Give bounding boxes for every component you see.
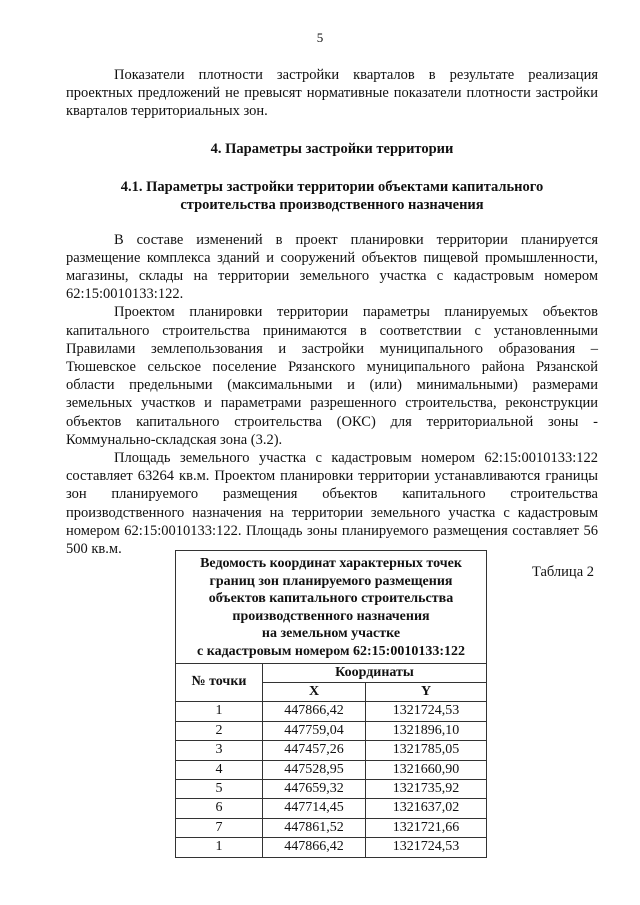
y-coordinate-cell: 1321724,53 bbox=[366, 702, 487, 721]
table-title-line: на земельном участке bbox=[261, 626, 401, 642]
table-row bbox=[176, 818, 487, 837]
table-row bbox=[176, 780, 487, 799]
coordinates-table-frame bbox=[175, 550, 487, 858]
y-coordinate-cell: 1321735,92 bbox=[366, 780, 487, 799]
point-number-cell: 7 bbox=[176, 818, 263, 837]
table-body bbox=[176, 702, 487, 857]
y-coordinate-cell: 1321660,90 bbox=[366, 760, 487, 779]
section-heading: 4. Параметры застройки территории bbox=[210, 140, 454, 157]
point-number-cell: 1 bbox=[176, 838, 263, 857]
header-y: Y bbox=[366, 682, 487, 701]
point-number-cell: 3 bbox=[176, 741, 263, 760]
table-row bbox=[176, 721, 487, 740]
table-caption: Таблица 2 bbox=[531, 564, 594, 581]
table-row bbox=[176, 760, 487, 779]
table-header-row bbox=[176, 663, 487, 682]
table-row bbox=[176, 799, 487, 818]
table-title-line: Ведомость координат характерных точек bbox=[200, 556, 462, 571]
coordinates-table bbox=[175, 550, 487, 858]
table-row bbox=[176, 838, 487, 857]
point-number-cell: 1 bbox=[176, 702, 263, 721]
point-number-cell: 6 bbox=[176, 799, 263, 818]
point-number-cell: 2 bbox=[176, 721, 263, 740]
x-coordinate-cell: 447659,32 bbox=[263, 780, 366, 799]
x-coordinate-cell: 447714,45 bbox=[263, 799, 366, 818]
x-coordinate-cell: 447866,42 bbox=[263, 838, 366, 857]
intro-paragraph: Показатели плотности застройки кварталов в результате реализация проектных предложений не превысят нормативные показатели плотности застройки кварталов территориальных зон. bbox=[66, 67, 598, 120]
table-title-line: производственного назначения bbox=[232, 608, 430, 624]
x-coordinate-cell: 447528,95 bbox=[263, 760, 366, 779]
x-coordinate-cell: 447457,26 bbox=[263, 741, 366, 760]
y-coordinate-cell: 1321721,66 bbox=[366, 818, 487, 837]
point-number-cell: 5 bbox=[176, 780, 263, 799]
point-number-cell: 4 bbox=[176, 760, 263, 779]
y-coordinate-cell: 1321785,05 bbox=[366, 741, 487, 760]
x-coordinate-cell: 447759,04 bbox=[263, 721, 366, 740]
table-title bbox=[176, 551, 487, 664]
x-coordinate-cell: 447866,42 bbox=[263, 702, 366, 721]
page-number: 5 bbox=[316, 30, 324, 45]
document-body bbox=[66, 66, 598, 591]
table-title-line: границ зон планируемого размещения bbox=[209, 573, 453, 589]
header-point: № точки bbox=[176, 663, 263, 702]
x-coordinate-cell: 447861,52 bbox=[263, 818, 366, 837]
y-coordinate-cell: 1321724,53 bbox=[366, 838, 487, 857]
paragraph: Площадь земельного участка с кадастровым номером 62:15:0010133:122 составляет 63264 кв.м. Проектом планировки территории устанавливаются границы зон планируемого размещения объектов капитального строительства производственного назначения на территории земельного участка с кадастровым номером 62:15:0010133:122. Площадь зоны планируемого размещения составляет 56 500 кв.м. bbox=[66, 450, 598, 558]
table-title-line: с кадастровым номером 62:15:0010133:122 bbox=[197, 643, 465, 659]
table-row bbox=[176, 741, 487, 760]
subsection-heading: 4.1. Параметры застройки территории объектами капитального строительства производственного назначения bbox=[120, 178, 544, 213]
y-coordinate-cell: 1321637,02 bbox=[366, 799, 487, 818]
table-title-line: объектов капитального строительства bbox=[208, 591, 454, 607]
header-x: X bbox=[263, 682, 366, 701]
y-coordinate-cell: 1321896,10 bbox=[366, 721, 487, 740]
header-coords: Координаты bbox=[263, 663, 487, 682]
table-title-row bbox=[176, 551, 487, 664]
paragraph: В составе изменений в проект планировки территории планируется размещение комплекса зданий и сооружений объектов пищевой промышленности, магазины, склады на территории земельного участка с кадастровым номером 62:15:0010133:122. bbox=[66, 231, 598, 303]
table-row bbox=[176, 702, 487, 721]
paragraph: Проектом планировки территории параметры планируемых объектов капитального строительства принимаются в соответствии с установленными Правилами землепользования и застройки муниципального образования – Тюшевское сельское поселение Рязанского муниципального района Рязанской области предельными (максимальными и (или) минимальными) размерами земельных участков и параметрами разрешенного строительства, реконструкции объектов капитального строительства (ОКС) для территориальной зоны - Коммунально-складская зона (3.2). bbox=[66, 304, 598, 448]
